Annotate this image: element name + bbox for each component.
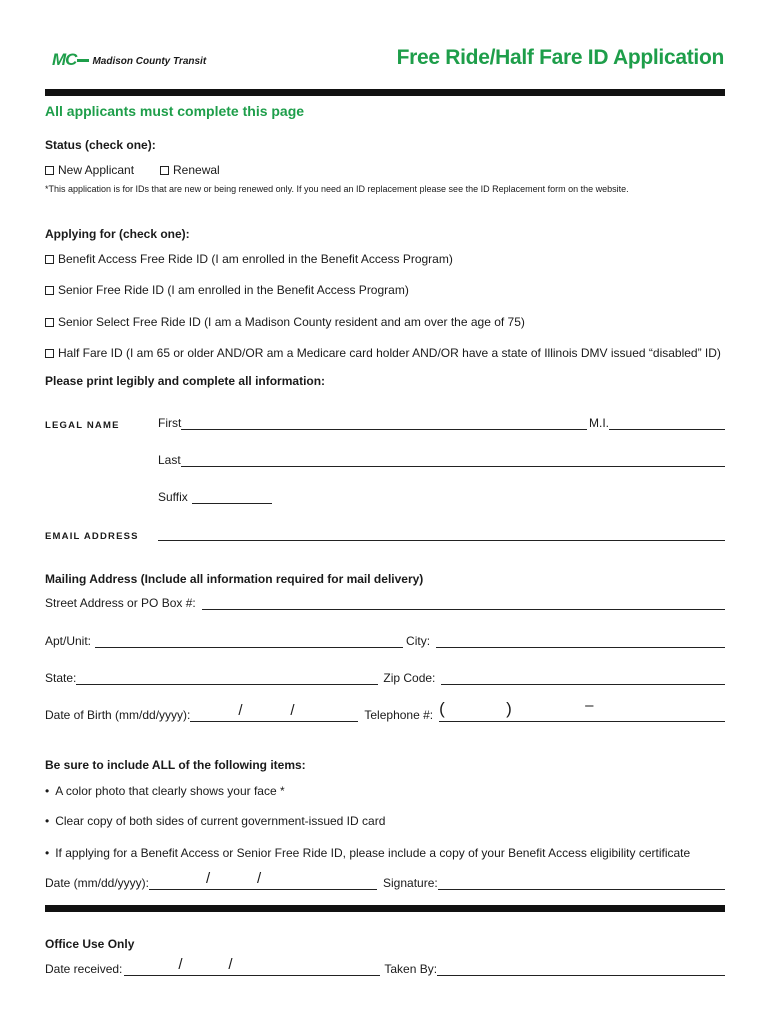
office-heading: Office Use Only: [45, 937, 135, 951]
header-divider: [45, 89, 725, 96]
taken-by-label: Taken By:: [384, 962, 438, 976]
phone-field[interactable]: [439, 697, 725, 722]
apt-city-row: [45, 634, 725, 648]
applying-option-benefit-access[interactable]: [45, 252, 453, 266]
email-field[interactable]: [158, 528, 725, 541]
office-divider: [45, 905, 725, 912]
state-zip-row: [45, 671, 725, 685]
taken-by-field[interactable]: [437, 963, 725, 976]
zip-field[interactable]: [441, 672, 725, 685]
bullet: •: [45, 784, 50, 798]
first-name-row: [158, 416, 725, 430]
page-title: Free Ride/Half Fare ID Application: [396, 46, 724, 69]
section-heading: All applicants must complete this page: [45, 103, 305, 119]
mailing-heading: Mailing Address (Include all information required for mail delivery): [45, 572, 424, 586]
mi-field[interactable]: [609, 417, 725, 430]
date-slash: /: [257, 870, 262, 887]
logo-bar-icon: [76, 50, 89, 70]
signature-field[interactable]: [438, 877, 725, 890]
bullet: •: [45, 846, 50, 860]
last-name-field[interactable]: [181, 454, 725, 467]
first-name-field[interactable]: [181, 417, 587, 430]
date-slash: /: [228, 956, 233, 973]
status-option-renewal[interactable]: [160, 163, 220, 177]
applying-option-label: Half Fare ID (I am 65 or older AND/OR am a Medicare card holder AND/OR have a state of Illinois DMV issued “disabled” ID): [58, 346, 721, 360]
print-instruction: Please print legibly and complete all information:: [45, 374, 326, 388]
state-label: State:: [45, 671, 77, 685]
status-option-new[interactable]: [45, 163, 134, 177]
phone-paren-open: (: [439, 699, 445, 718]
last-name-row: [158, 453, 725, 467]
last-name-label: Last: [158, 453, 181, 467]
list-item: [45, 814, 385, 828]
status-label: Status (check one):: [45, 138, 156, 152]
street-label: Street Address or PO Box #:: [45, 596, 196, 610]
list-item-text: If applying for a Benefit Access or Senior Free Ride ID, please include a copy of your Benefit Access eligibility certificate: [55, 846, 691, 860]
date-received-label: Date received:: [45, 962, 123, 976]
date-slash: /: [206, 870, 211, 887]
street-row: [45, 596, 725, 610]
first-name-label: First: [158, 416, 182, 430]
list-item: [45, 846, 690, 860]
applying-label: Applying for (check one):: [45, 227, 190, 241]
checkbox[interactable]: [45, 318, 54, 327]
logo-mark: MC: [52, 50, 77, 69]
date-slash: /: [238, 702, 243, 719]
applying-option-label: Senior Free Ride ID (I am enrolled in the Benefit Access Program): [58, 283, 409, 297]
suffix-row: [158, 490, 272, 504]
office-row: [45, 956, 725, 976]
date-label: Date (mm/dd/yyyy):: [45, 876, 150, 890]
date-signature-row: [45, 870, 725, 890]
applying-option-senior-free[interactable]: [45, 283, 409, 297]
email-label: EMAIL ADDRESS: [45, 531, 139, 542]
applying-option-label: Benefit Access Free Ride ID (I am enrolled in the Benefit Access Program): [58, 252, 453, 266]
checkbox[interactable]: [45, 166, 54, 175]
logo-text: Madison County Transit: [92, 56, 207, 67]
dob-phone-row: [45, 697, 725, 722]
date-slash: /: [290, 702, 295, 719]
status-option-label: Renewal: [173, 163, 220, 177]
zip-label: Zip Code:: [383, 671, 436, 685]
dob-label: Date of Birth (mm/dd/yyyy):: [45, 708, 191, 722]
date-field[interactable]: [149, 870, 377, 890]
city-label: City:: [406, 634, 431, 648]
signature-label: Signature:: [383, 876, 438, 890]
applying-option-label: Senior Select Free Ride ID (I am a Madison County resident and am over the age of 75): [58, 315, 525, 329]
dob-field[interactable]: [190, 702, 358, 722]
suffix-label: Suffix: [158, 490, 188, 504]
applying-option-half-fare[interactable]: [45, 346, 721, 360]
phone-label: Telephone #:: [364, 708, 434, 722]
apt-field[interactable]: [95, 635, 403, 648]
phone-paren-close: ): [506, 699, 512, 718]
suffix-field[interactable]: [192, 491, 272, 504]
street-field[interactable]: [202, 597, 725, 610]
city-field[interactable]: [436, 635, 725, 648]
checkbox[interactable]: [45, 286, 54, 295]
checkbox[interactable]: [45, 349, 54, 358]
list-item: [45, 784, 285, 798]
phone-dash: –: [585, 697, 594, 714]
checkbox[interactable]: [45, 255, 54, 264]
bullet: •: [45, 814, 50, 828]
legal-name-label: LEGAL NAME: [45, 420, 120, 431]
date-received-field[interactable]: [124, 956, 380, 976]
logo: [52, 50, 206, 70]
apt-label: Apt/Unit:: [45, 634, 92, 648]
status-option-label: New Applicant: [58, 163, 135, 177]
state-field[interactable]: [76, 672, 378, 685]
mi-label: M.I.: [589, 416, 609, 430]
email-row: [158, 528, 725, 541]
list-item-text: Clear copy of both sides of current government-issued ID card: [55, 814, 386, 828]
status-note: *This application is for IDs that are new or being renewed only. If you need an ID replacement please see the ID Replacement form on the website.: [45, 184, 629, 194]
items-heading: Be sure to include ALL of the following items:: [45, 758, 306, 772]
date-slash: /: [178, 956, 183, 973]
list-item-text: A color photo that clearly shows your face *: [55, 784, 285, 798]
checkbox[interactable]: [160, 166, 169, 175]
applying-option-senior-select[interactable]: [45, 315, 525, 329]
